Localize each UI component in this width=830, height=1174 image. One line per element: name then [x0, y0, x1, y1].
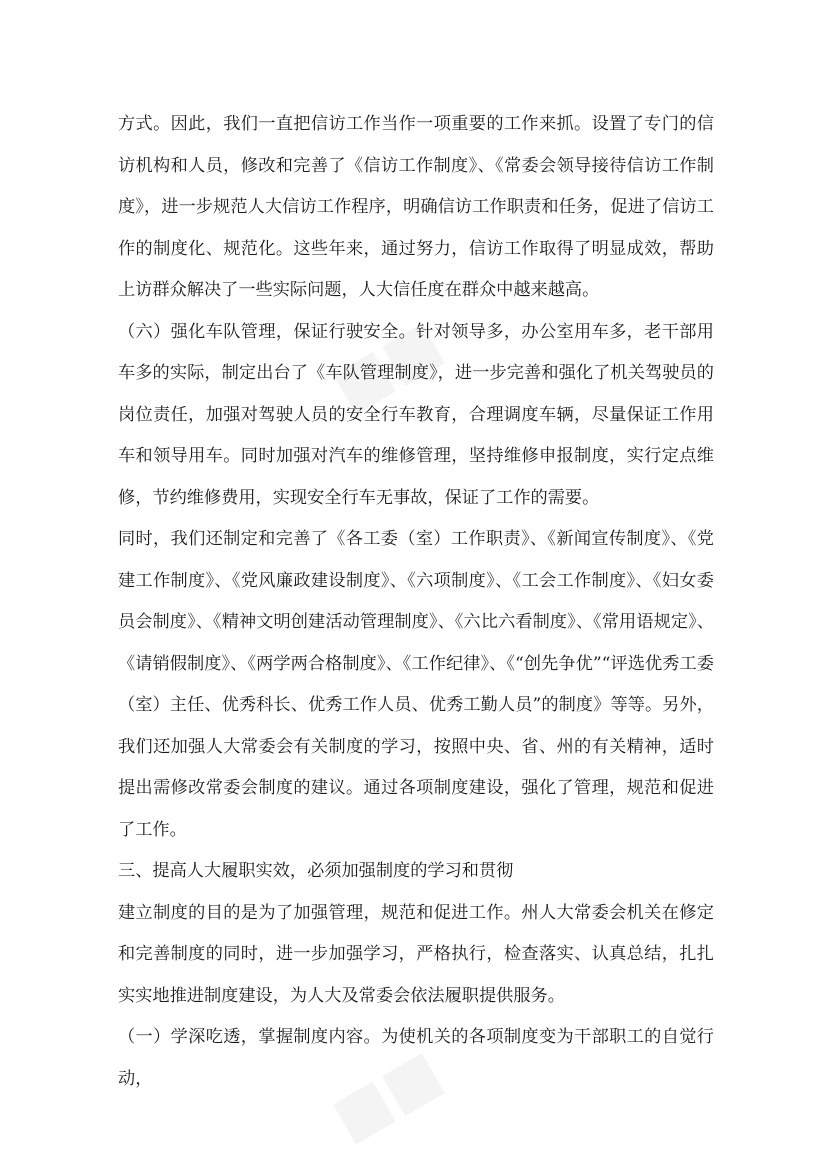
section-heading: 三、提高人大履职实效，必须加强制度的学习和贯彻 [118, 861, 514, 881]
paragraph: 方式。因此，我们一直把信访工作当作一项重要的工作来抓。设置了专门的信访机构和人员，修改和完善了《信访工作制度》、《常委会领导接待信访工作制度》，进一步规范人大信访工作程序，明确信访工作职责和任务，促进了信访工作的制度化、规范化。这些年来，通过努力，信访工作取得了明显成效，帮助上访群众解决了一些实际问题，人大信任度在群众中越来越高。 [118, 114, 714, 300]
watermark: ■■ [320, 306, 454, 424]
document-body [118, 104, 714, 1100]
paragraph: （六）强化车队管理，保证行驶安全。针对领导多，办公室用车多，老干部用车多的实际，制定出台了《车队管理制度》，进一步完善和强化了机关驾驶员的岗位责任，加强对驾驶人员的安全行车教育，合理调度车辆，尽量保证工作用车和领导用车。同时加强对汽车的维修管理，坚持维修申报制度，实行定点维修，节约维修费用，实现安全行车无事故，保证了工作的需要。 [118, 321, 714, 508]
paragraph: （一）学深吃透，掌握制度内容。为使机关的各项制度变为干部职工的自觉行动， [118, 1027, 714, 1089]
paragraph: 建立制度的目的是为了加强管理，规范和促进工作。州人大常委会机关在修定和完善制度的同时，进一步加强学习，严格执行，检查落实、认真总结，扎扎实实地推进制度建设，为人大及常委会依法履职提供服务。 [118, 902, 714, 1006]
paragraph: 同时，我们还制定和完善了《各工委（室）工作职责》、《新闻宣传制度》、《党建工作制度》、《党风廉政建设制度》、《六项制度》、《工会工作制度》、《妇女委员会制度》、《精神文明创建活动管理制度》、《六比六看制度》、《常用语规定》、《请销假制度》、《两学两合格制度》、《工作纪律》、《“创先争优”“评选优秀工委（室）主任、优秀科长、优秀工作人员、优秀工勤人员”的制度》等等。另外，我们还加强人大常委会有关制度的学习，按照中央、省、州的有关精神，适时提出需修改常委会制度的建议。通过各项制度建设，强化了管理，规范和促进了工作。 [118, 529, 714, 840]
watermark: ■■ [320, 1036, 454, 1154]
